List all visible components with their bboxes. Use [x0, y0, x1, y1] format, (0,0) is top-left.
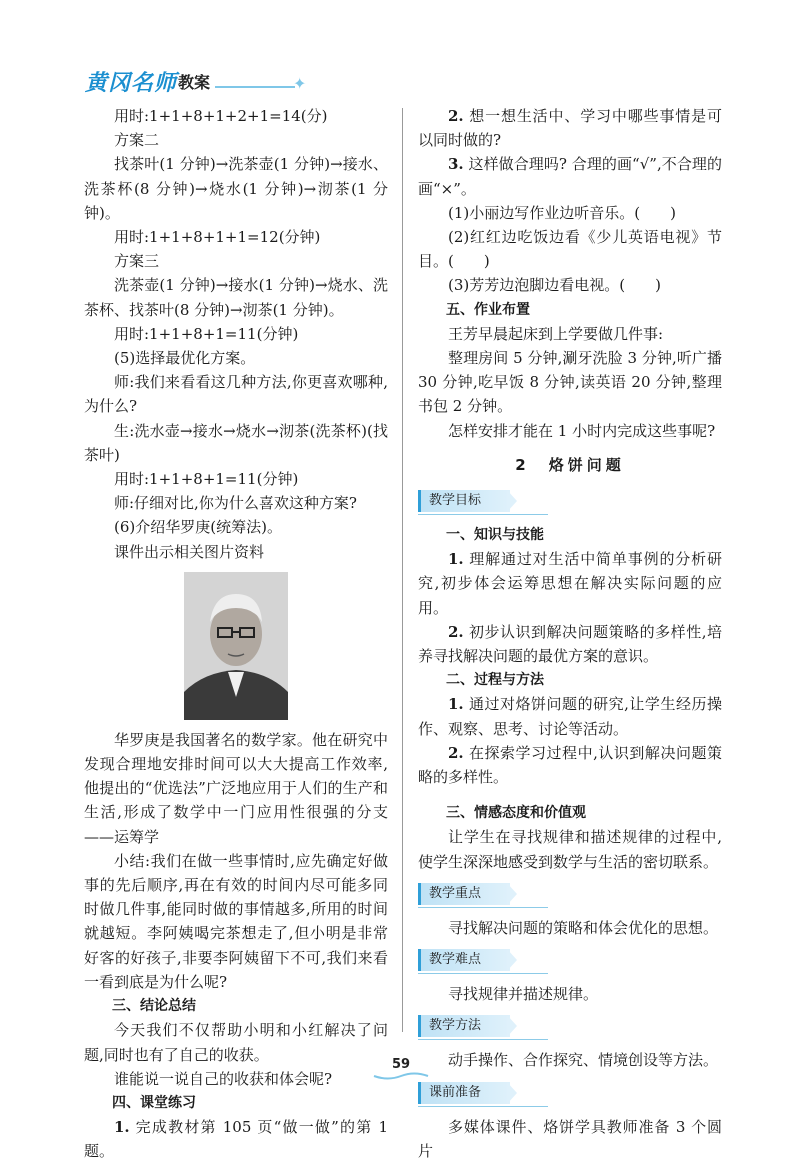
tag-methods — [418, 1014, 722, 1042]
text-line: (2)红红边吃饭边看《少儿英语电视》节目。( ) — [418, 228, 722, 271]
portrait-illustration — [184, 572, 288, 720]
text-line: (3)芳芳边泡脚边看电视。( ) — [448, 276, 661, 295]
text-line: 谁能说一说自己的收获和体会呢? — [114, 1069, 333, 1088]
section-heading: 三、结论总结 — [112, 998, 196, 1015]
tag-underline — [418, 514, 548, 515]
sub-heading: 三、情感态度和价值观 — [446, 805, 586, 822]
goal-item — [418, 620, 722, 668]
text-line: 方案三 — [114, 252, 160, 271]
text-line: 动手操作、合作探究、情境创设等方法。 — [448, 1051, 719, 1070]
tag-label: 课前准备 — [418, 1082, 510, 1104]
page-header — [85, 66, 325, 100]
text-line: 怎样安排才能在 1 小时内完成这些事呢? — [448, 421, 716, 440]
brand-logo: 黄冈名师 — [85, 71, 178, 96]
sparkle-icon: ✦ — [293, 74, 307, 93]
text-line: (1)小丽边写作业边听音乐。( ) — [448, 203, 676, 222]
sub-heading: 二、过程与方法 — [446, 672, 544, 689]
portrait-photo — [184, 572, 288, 720]
item-text: 想一想生活中、学习中哪些事情是可以同时做的? — [418, 107, 722, 150]
tag-underline — [418, 973, 548, 974]
left-column — [84, 104, 388, 1164]
tag-arrow — [507, 883, 517, 905]
item-text: 理解通过对生活中简单事例的分析研究,初步体会运筹思想在解决实际问题的应用。 — [418, 550, 722, 617]
tag-difficulties — [418, 948, 722, 976]
item-number: 2. — [448, 107, 464, 125]
section-heading: 四、课堂练习 — [112, 1094, 196, 1111]
text-paragraph: 小结:我们在做一些事情时,应先确定好做事的先后顺序,再在有效的时间内尽可能多同时做几件事,能同时做的事情越多,所用的时间就越短。李阿姨喝完茶想走了,但小明是非常好客的好孩子,非要李阿姨留下不可,我们来看一看到底是为什么呢? — [84, 851, 388, 991]
text-line: 用时:1+1+8+1=11(分钟) — [114, 324, 299, 343]
tag-label: 教学方法 — [418, 1015, 510, 1037]
header-rule — [215, 86, 295, 88]
sub-heading: 一、知识与技能 — [446, 527, 544, 544]
tag-preparation — [418, 1081, 722, 1109]
text-line: 今天我们不仅帮助小明和小红解决了问题,同时也有了自己的收获。 — [84, 1021, 388, 1064]
item-text: 初步认识到解决问题策略的多样性,培养寻找解决问题的最优方案的意识。 — [418, 622, 722, 666]
exercise-item — [418, 152, 722, 200]
tag-arrow — [507, 490, 517, 512]
portrait-figure — [84, 564, 388, 728]
text-line: 多媒体课件、烙饼学具教师准备 3 个圆片 — [418, 1117, 722, 1160]
item-text: 通过对烙饼问题的研究,让学生经历操作、观察、思考、讨论等活动。 — [418, 695, 722, 738]
tag-label: 教学难点 — [418, 949, 510, 971]
right-column — [418, 104, 722, 1163]
tag-arrow — [507, 949, 517, 971]
tag-key-points — [418, 882, 722, 910]
goal-item — [418, 741, 722, 789]
tag-underline — [418, 1106, 548, 1107]
header-subtitle: 教案 — [178, 73, 211, 92]
text-paragraph: 华罗庚是我国著名的数学家。他在研究中发现合理地安排时间可以大大提高工作效率,他提出的“优选法”广泛地应用于人们的生产和生活,形成了数学中一门应用性很强的分支——运筹学 — [84, 730, 388, 846]
text-line: 课件出示相关图片资料 — [114, 542, 265, 561]
tag-label: 教学目标 — [418, 490, 510, 512]
text-line: 整理房间 5 分钟,涮牙洗脸 3 分钟,听广播 30 分钟,吃早饭 8 分钟,读英语 20 分钟,整理书包 2 分钟。 — [418, 349, 722, 416]
text-line: (6)介绍华罗庚(统筹法)。 — [114, 518, 282, 537]
page-number: 59 — [391, 1057, 411, 1072]
text-line: 寻找规律并描述规律。 — [448, 985, 599, 1004]
text-line: 师:我们来看看这几种方法,你更喜欢哪种,为什么? — [84, 373, 388, 416]
text-line: 寻找解决问题的策略和体会优化的思想。 — [448, 918, 719, 937]
tag-arrow — [507, 1015, 517, 1037]
lesson-title: 2 烙饼问题 — [515, 455, 625, 474]
text-line: 王芳早晨起床到上学要做几件事: — [448, 324, 664, 343]
tag-underline — [418, 907, 548, 908]
tag-underline — [418, 1039, 548, 1040]
text-line: (5)选择最优化方案。 — [114, 349, 256, 368]
text-line: 用时:1+1+8+1=11(分钟) — [114, 470, 299, 489]
item-text: 完成教材第 105 页“做一做”的第 1 题。 — [84, 1118, 388, 1161]
tag-teaching-goals — [418, 489, 722, 517]
exercise-item — [418, 104, 722, 152]
item-text: 这样做合理吗? 合理的画“√”,不合理的画“×”。 — [418, 155, 722, 198]
column-divider — [402, 108, 403, 1032]
text-line: 方案二 — [114, 131, 160, 150]
item-number: 2. — [448, 622, 464, 641]
item-text: 在探索学习过程中,认识到解决问题策略的多样性。 — [418, 743, 722, 787]
text-paragraph: 让学生在寻找规律和描述规律的过程中,使学生深深地感受到数学与生活的密切联系。 — [418, 828, 722, 871]
item-number: 2. — [448, 743, 464, 762]
text-line: 洗茶壶(1 分钟)→接水(1 分钟)→烧水、洗茶杯、找茶叶(8 分钟)→沏茶(1 分钟)。 — [84, 276, 388, 319]
item-number: 1. — [114, 1118, 130, 1137]
text-line: 找茶叶(1 分钟)→洗茶壶(1 分钟)→接水、洗茶杯(8 分钟)→烧水(1 分钟)→沏茶(1 分钟)。 — [84, 155, 388, 222]
exercise-item — [84, 1115, 388, 1163]
item-number: 1. — [448, 550, 464, 569]
page-number-ornament — [372, 1072, 430, 1080]
tag-label: 教学重点 — [418, 883, 510, 905]
text-line: 用时:1+1+8+1+1=12(分钟) — [114, 228, 321, 247]
section-heading: 五、作业布置 — [446, 301, 530, 318]
item-number: 3. — [448, 155, 464, 174]
text-line: 生:洗水壶→接水→烧水→沏茶(洗茶杯)(找茶叶) — [84, 421, 388, 464]
goal-item — [418, 692, 722, 740]
text-line: 师:仔细对比,你为什么喜欢这种方案? — [114, 494, 357, 513]
goal-item — [418, 547, 722, 620]
item-number: 1. — [448, 695, 464, 714]
text-line: 用时:1+1+8+1+2+1=14(分) — [114, 107, 328, 125]
tag-arrow — [507, 1082, 517, 1104]
